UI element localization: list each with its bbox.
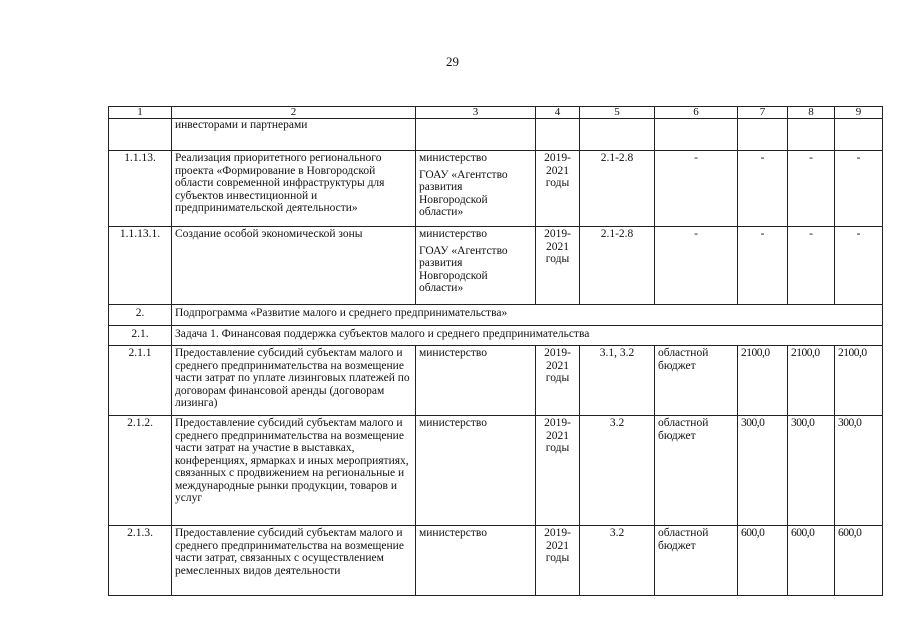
- funding-source: -: [655, 227, 738, 305]
- table-row: [109, 151, 883, 227]
- column-number-header-row: [109, 107, 883, 119]
- period: 2019-2021 годы: [536, 151, 580, 227]
- column-number: 3: [416, 107, 536, 119]
- table-row: [109, 119, 883, 151]
- executor-cell: [416, 151, 536, 227]
- amount-2020: -: [788, 227, 835, 305]
- table-row: [109, 346, 883, 416]
- executor-cell: [416, 119, 536, 151]
- amount-2019: -: [738, 227, 788, 305]
- executor: ГОАУ «Агентство развития Новгородской области»: [419, 244, 508, 294]
- table-row: [109, 526, 883, 596]
- row-number: 2.1.3.: [109, 526, 172, 596]
- period: 2019-2021 годы: [536, 346, 580, 416]
- activity-name: Предоставление субсидий субъектам малого и среднего предпринимательства на возмещение части затрат на участие в выставках, конференциях, ярмарках и иных мероприятиях, связанных с продвижением на региональные и международные рынки продукции, товаров и услуг: [172, 416, 416, 526]
- column-number: 4: [536, 107, 580, 119]
- amount-2019: -: [738, 151, 788, 227]
- activity-name: Предоставление субсидий субъектам малого и среднего предпринимательства на возмещение части затрат, связанных с осуществлением ремесленных видов деятельности: [172, 526, 416, 596]
- subprogram-row: [109, 305, 883, 326]
- row-number: [109, 119, 172, 151]
- period-cell: [536, 119, 580, 151]
- amount-2019: 300,0: [738, 416, 788, 526]
- row-number: 2.1.2.: [109, 416, 172, 526]
- row-number: 2.1.: [109, 326, 172, 346]
- column-number: 7: [738, 107, 788, 119]
- amount-2021: [835, 119, 883, 151]
- indicator: 2.1-2.8: [580, 227, 655, 305]
- indicator-cell: [580, 119, 655, 151]
- row-number: 2.1.1: [109, 346, 172, 416]
- activity-name: инвесторами и партнерами: [172, 119, 416, 151]
- period: 2019-2021 годы: [536, 526, 580, 596]
- amount-2019: 2100,0: [738, 346, 788, 416]
- executor-cell: [416, 227, 536, 305]
- indicator: 3.2: [580, 526, 655, 596]
- indicator: 3.2: [580, 416, 655, 526]
- source-cell: [655, 119, 738, 151]
- amount-2020: 600,0: [788, 526, 835, 596]
- amount-2020: 300,0: [788, 416, 835, 526]
- row-number: 1.1.13.1.: [109, 227, 172, 305]
- period: 2019-2021 годы: [536, 227, 580, 305]
- executor: министерство: [419, 152, 487, 164]
- page-number: 29: [446, 54, 459, 69]
- row-number: 2.: [109, 305, 172, 326]
- executor: министерство: [419, 228, 487, 240]
- activity-name: Создание особой экономической зоны: [172, 227, 416, 305]
- task-title: Задача 1. Финансовая поддержка субъектов малого и среднего предпринимательства: [172, 326, 883, 346]
- activity-name: Предоставление субсидий субъектам малого и среднего предпринимательства на возмещение части затрат по уплате лизинговых платежей по договорам финансовой аренды (договорам лизинга): [172, 346, 416, 416]
- amount-2020: [788, 119, 835, 151]
- program-activities-table: [108, 106, 883, 596]
- amount-2021: 300,0: [835, 416, 883, 526]
- subprogram-title: Подпрограмма «Развитие малого и среднего предпринимательства»: [172, 305, 883, 326]
- amount-2021: 600,0: [835, 526, 883, 596]
- amount-2019: 600,0: [738, 526, 788, 596]
- amount-2021: -: [835, 227, 883, 305]
- table-row: [109, 227, 883, 305]
- row-number: 1.1.13.: [109, 151, 172, 227]
- executor: ГОАУ «Агентство развития Новгородской области»: [419, 168, 508, 218]
- amount-2019: [738, 119, 788, 151]
- column-number: 9: [835, 107, 883, 119]
- column-number: 6: [655, 107, 738, 119]
- column-number: 5: [580, 107, 655, 119]
- executor: министерство: [416, 346, 536, 416]
- period: 2019-2021 годы: [536, 416, 580, 526]
- amount-2020: -: [788, 151, 835, 227]
- indicator: 2.1-2.8: [580, 151, 655, 227]
- table-row: [109, 416, 883, 526]
- amount-2021: -: [835, 151, 883, 227]
- indicator: 3.1, 3.2: [580, 346, 655, 416]
- column-number: 1: [109, 107, 172, 119]
- column-number: 2: [172, 107, 416, 119]
- funding-source: -: [655, 151, 738, 227]
- funding-source: областной бюджет: [655, 416, 738, 526]
- executor: министерство: [416, 416, 536, 526]
- funding-source: областной бюджет: [655, 346, 738, 416]
- funding-source: областной бюджет: [655, 526, 738, 596]
- amount-2021: 2100,0: [835, 346, 883, 416]
- amount-2020: 2100,0: [788, 346, 835, 416]
- task-row: [109, 326, 883, 346]
- column-number: 8: [788, 107, 835, 119]
- activity-name: Реализация приоритетного регионального проекта «Формирование в Новгородской области современной инфраструктуры для субъектов инвестиционной и предпринимательской деятельности»: [172, 151, 416, 227]
- executor: министерство: [416, 526, 536, 596]
